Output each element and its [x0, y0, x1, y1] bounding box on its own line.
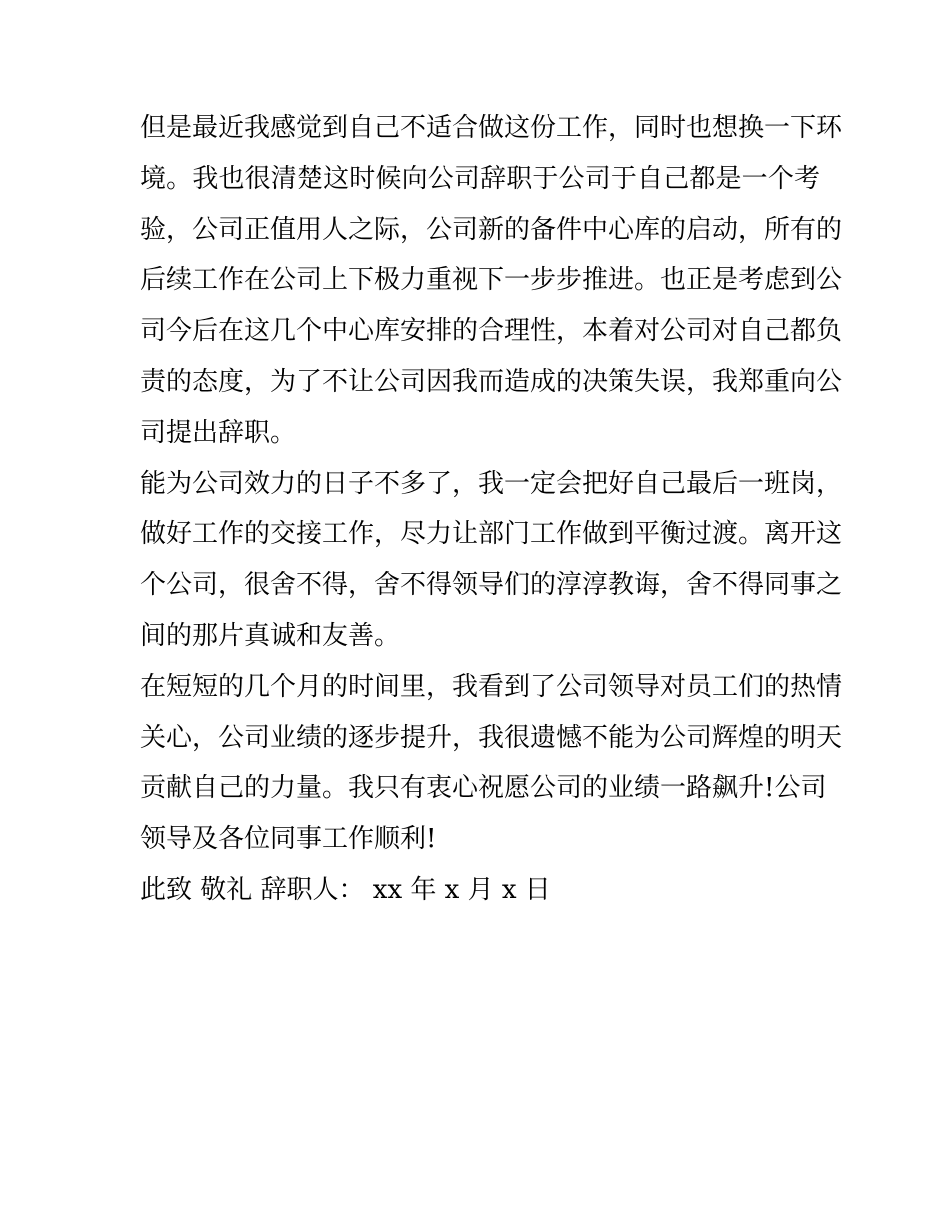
text-line: 做好工作的交接工作，尽力让部门工作做到平衡过渡。离开这: [140, 519, 843, 550]
paragraph-3: [140, 662, 843, 865]
text-line: 关心，公司业绩的逐步提升，我很遗憾不能为公司辉煌的明天: [140, 722, 843, 753]
letter-body: [140, 103, 843, 916]
text-line: 验，公司正值用人之际，公司新的备件中心库的启动，所有的: [140, 214, 843, 245]
closing-line: 此致 敬礼 辞职人： xx 年 x 月 x 日: [140, 874, 551, 905]
text-line: 贡献自己的力量。我只有衷心祝愿公司的业绩一路飙升!公司: [140, 773, 827, 804]
text-line: 间的那片真诚和友善。: [140, 620, 401, 651]
paragraph-2: [140, 459, 843, 662]
text-line: 司今后在这几个中心库安排的合理性，本着对公司对自己都负: [140, 316, 843, 347]
text-line: 境。我也很清楚这时候向公司辞职于公司于自己都是一个考: [140, 163, 820, 194]
text-line: 但是最近我感觉到自己不适合做这份工作，同时也想换一下环: [140, 113, 843, 143]
text-line: 司提出辞职。: [140, 417, 297, 448]
text-line: 个公司，很舍不得，舍不得领导们的淳淳教诲，舍不得同事之: [140, 570, 843, 601]
text-line: 领导及各位同事工作顺利!: [140, 824, 437, 855]
text-line: 责的态度，为了不让公司因我而造成的决策失误，我郑重向公: [140, 366, 843, 397]
text-line: 能为公司效力的日子不多了，我一定会把好自己最后一班岗，: [140, 468, 843, 499]
text-line: 后续工作在公司上下极力重视下一步步推进。也正是考虑到公: [140, 265, 843, 296]
paragraph-1: [140, 103, 843, 459]
text-line: 在短短的几个月的时间里，我看到了公司领导对员工们的热情: [140, 671, 843, 702]
